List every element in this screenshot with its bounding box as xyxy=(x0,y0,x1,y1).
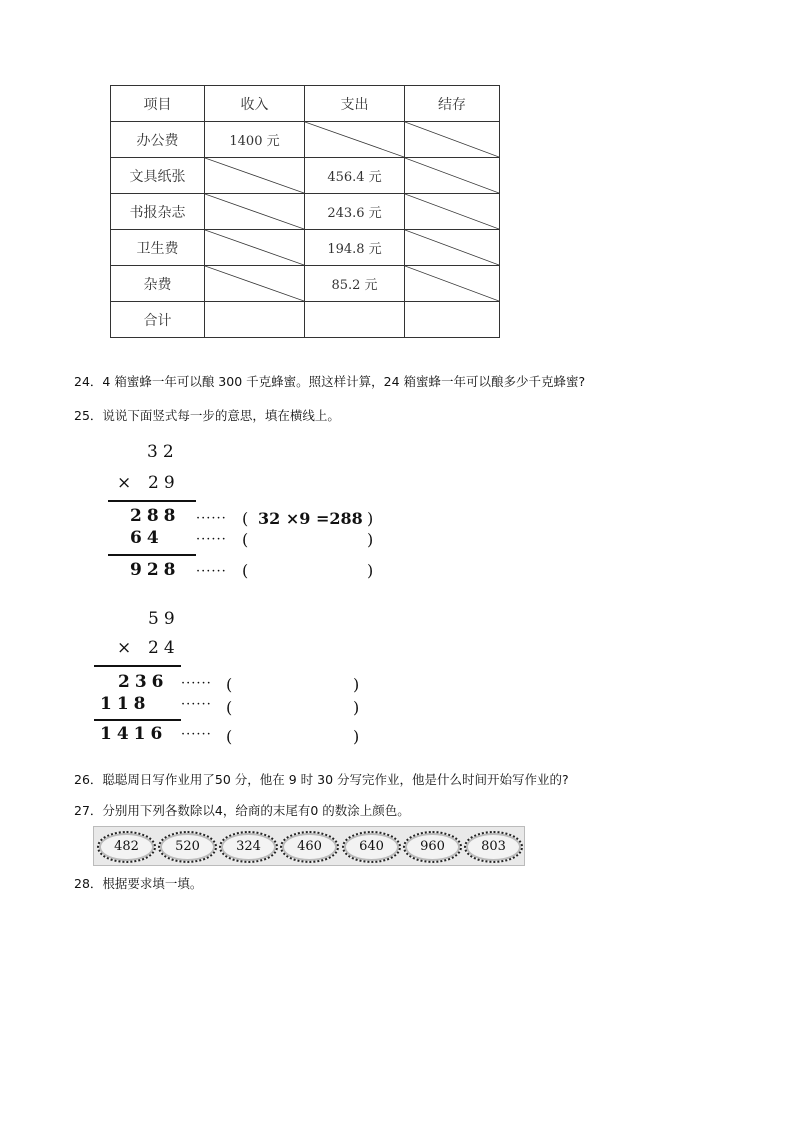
dots-leader: ······ xyxy=(196,511,227,526)
number-oval[interactable]: 960 xyxy=(403,831,462,863)
calc1-multiplier: 29 xyxy=(148,473,180,493)
table-row xyxy=(111,158,500,194)
header-item: 项目 xyxy=(111,86,205,122)
header-income: 收入 xyxy=(205,86,305,122)
number-oval[interactable]: 460 xyxy=(280,831,339,863)
crossed-cell xyxy=(205,230,305,266)
row-expense: 243.6 元 xyxy=(305,194,405,230)
total-expense-cell[interactable] xyxy=(305,302,405,338)
question-25: 25．说说下面竖式每一步的意思，填在横线上。 xyxy=(74,408,340,423)
answer-blank[interactable] xyxy=(240,670,350,694)
times-sign: × xyxy=(117,638,137,658)
calc2-rule-2 xyxy=(94,719,181,721)
answer-blank[interactable] xyxy=(256,558,364,582)
table-row-total xyxy=(111,302,500,338)
calc1-rule-2 xyxy=(108,554,196,556)
open-paren: ( xyxy=(226,698,233,717)
crossed-cell xyxy=(405,266,500,302)
dots-leader: ······ xyxy=(196,564,227,579)
answer-blank[interactable] xyxy=(256,526,364,550)
question-28: 28．根据要求填一填。 xyxy=(74,876,203,891)
table-header-row xyxy=(111,86,500,122)
crossed-cell xyxy=(405,194,500,230)
open-paren: ( xyxy=(242,561,249,580)
dots-leader: ······ xyxy=(196,532,227,547)
table-row xyxy=(111,230,500,266)
question-24: 24．4 箱蜜蜂一年可以酿 300 千克蜂蜜。照这样计算，24 箱蜜蜂一年可以酿多少千克蜂蜜? xyxy=(74,374,586,389)
dots-leader: ······ xyxy=(181,676,212,691)
row-income: 1400 元 xyxy=(205,122,305,158)
calc1-partial2: 64 xyxy=(130,528,164,548)
question-27: 27．分别用下列各数除以4，给商的末尾有0 的数涂上颜色。 xyxy=(74,803,410,818)
total-income-cell[interactable] xyxy=(205,302,305,338)
calc2-partial1: 236 xyxy=(118,672,169,692)
number-oval[interactable]: 324 xyxy=(219,831,278,863)
row-item: 文具纸张 xyxy=(111,158,205,194)
calc1-hint: 32 ×9 =288 xyxy=(258,509,363,528)
number-oval-strip xyxy=(93,826,525,866)
number-oval[interactable]: 640 xyxy=(342,831,401,863)
close-paren: ) xyxy=(353,727,360,746)
close-paren: ) xyxy=(367,530,374,549)
header-balance: 结存 xyxy=(405,86,500,122)
number-oval[interactable]: 520 xyxy=(158,831,217,863)
dots-leader: ······ xyxy=(181,697,212,712)
crossed-cell xyxy=(205,194,305,230)
crossed-cell xyxy=(405,158,500,194)
row-item: 办公费 xyxy=(111,122,205,158)
row-item: 杂费 xyxy=(111,266,205,302)
row-expense: 194.8 元 xyxy=(305,230,405,266)
times-sign: × xyxy=(117,473,137,493)
number-oval[interactable]: 803 xyxy=(464,831,523,863)
open-paren: ( xyxy=(226,727,233,746)
row-item: 卫生费 xyxy=(111,230,205,266)
crossed-cell xyxy=(405,122,500,158)
calc2-partial2: 118 xyxy=(100,694,151,714)
row-item: 合计 xyxy=(111,302,205,338)
dots-leader: ······ xyxy=(181,727,212,742)
close-paren: ) xyxy=(367,561,374,580)
calc2-result: 1416 xyxy=(100,724,168,744)
crossed-cell xyxy=(305,122,405,158)
number-oval[interactable]: 482 xyxy=(97,831,156,863)
calc1-result: 928 xyxy=(130,560,181,580)
close-paren: ) xyxy=(353,675,360,694)
row-item: 书报杂志 xyxy=(111,194,205,230)
header-expense: 支出 xyxy=(305,86,405,122)
row-expense: 456.4 元 xyxy=(305,158,405,194)
calc1-rule-1 xyxy=(108,500,196,502)
ledger-table xyxy=(110,85,500,338)
calc1-top: 32 xyxy=(147,442,179,462)
crossed-cell xyxy=(205,158,305,194)
row-expense: 85.2 元 xyxy=(305,266,405,302)
close-paren: ) xyxy=(353,698,360,717)
open-paren: ( xyxy=(242,530,249,549)
answer-blank[interactable] xyxy=(240,694,350,718)
calc2-multiplier: 24 xyxy=(148,638,180,658)
calc1-partial1: 288 xyxy=(130,506,181,526)
calc2-rule-1 xyxy=(94,665,181,667)
close-paren: ) xyxy=(367,509,374,528)
table-row xyxy=(111,266,500,302)
crossed-cell xyxy=(405,230,500,266)
total-balance-cell[interactable] xyxy=(405,302,500,338)
open-paren: ( xyxy=(226,675,233,694)
open-paren: ( xyxy=(242,509,249,528)
table-row xyxy=(111,122,500,158)
answer-blank[interactable] xyxy=(240,723,350,747)
calc2-top: 59 xyxy=(148,609,180,629)
question-26: 26．聪聪周日写作业用了50 分，他在 9 时 30 分写完作业，他是什么时间开始写作业的? xyxy=(74,772,569,787)
crossed-cell xyxy=(205,266,305,302)
table-row xyxy=(111,194,500,230)
